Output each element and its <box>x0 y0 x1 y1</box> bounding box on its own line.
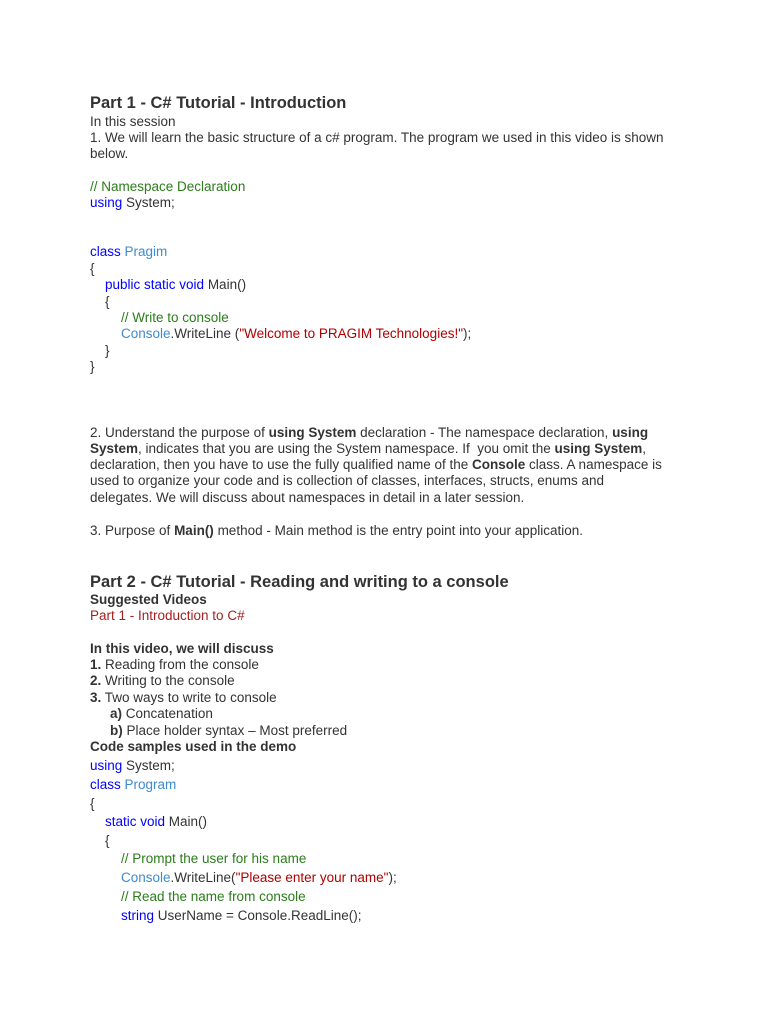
code-type-name: Console <box>121 326 171 341</box>
code-keyword: class <box>90 244 121 259</box>
bold-run: using <box>612 425 649 440</box>
discuss-heading: In this video, we will discuss <box>90 641 274 656</box>
code-type-name: Pragim <box>120 244 168 259</box>
list-text: Place holder syntax – Most preferred <box>122 723 348 738</box>
bold-run: System <box>90 441 139 456</box>
code-keyword: public static void <box>105 277 205 292</box>
point2-line2 <box>90 441 646 457</box>
code-text: Main() <box>204 277 247 292</box>
bold-run: using System <box>554 441 643 456</box>
point1-line1: 1. We will learn the basic structure of a c# program. The program we used in this video is shown <box>90 130 664 145</box>
bold-run: Main() <box>174 523 214 538</box>
code-text: .WriteLine ( <box>170 326 240 341</box>
code-type-name: Console <box>121 870 171 885</box>
part2-heading: Part 2 - C# Tutorial - Reading and writing to a console <box>90 573 509 591</box>
code-text: ); <box>463 326 472 341</box>
code-inner-brace-open: { <box>105 833 110 848</box>
text-run: class. A namespace is <box>525 457 662 472</box>
suggested-videos-label: Suggested Videos <box>90 592 207 607</box>
text-run: 2. Understand the purpose of <box>90 425 269 440</box>
code-text: Main() <box>165 814 208 829</box>
code-using-line <box>90 758 175 774</box>
point2-line1 <box>90 425 648 441</box>
code-samples-label: Code samples used in the demo <box>90 739 297 754</box>
list-letter: b) <box>110 723 123 738</box>
text-run: declaration, then you have to use the fully qualified name of the <box>90 457 473 472</box>
code-main-line <box>105 277 246 293</box>
point2-line5: delegates. We will discuss about namespaces in detail in a later session. <box>90 490 525 505</box>
text-run: , <box>642 441 647 456</box>
list-item <box>90 673 235 689</box>
code-keyword: using <box>90 195 123 210</box>
code-keyword: string <box>121 908 155 923</box>
point3-line <box>90 523 583 539</box>
list-item <box>90 690 277 706</box>
list-text: Concatenation <box>122 706 213 721</box>
code-text: System; <box>122 195 175 210</box>
code-text: System; <box>122 758 175 773</box>
text-run: 3. Purpose of <box>90 523 175 538</box>
code-writeline-line <box>121 326 471 342</box>
bold-run: Console <box>472 457 526 472</box>
part1-heading: Part 1 - C# Tutorial - Introduction <box>90 94 347 112</box>
point2-line3 <box>90 457 662 473</box>
code-inner-brace-close: } <box>105 343 110 358</box>
point2-line4: used to organize your code and is collection of classes, interfaces, structs, enums and <box>90 473 605 488</box>
list-text: Writing to the console <box>101 673 235 688</box>
list-subitem <box>110 723 347 739</box>
session-intro: In this session <box>90 114 176 129</box>
code-inner-brace-open: { <box>105 294 110 309</box>
text-run: , indicates that you are using the System namespace. If you omit the <box>138 441 555 456</box>
list-text: Two ways to write to console <box>101 690 277 705</box>
code-keyword: using <box>90 758 123 773</box>
code-string: "Welcome to PRAGIM Technologies!" <box>239 326 463 341</box>
code-brace-open: { <box>90 796 95 811</box>
code-comment-namespace: // Namespace Declaration <box>90 179 246 194</box>
code-main-line <box>105 814 207 830</box>
code-comment-write: // Write to console <box>121 310 229 325</box>
list-number: 1. <box>90 657 102 672</box>
code-text: UserName = Console.ReadLine(); <box>154 908 362 923</box>
code-readline-line <box>121 908 362 924</box>
code-keyword: class <box>90 777 121 792</box>
bold-run: using System <box>268 425 357 440</box>
code-comment-prompt: // Prompt the user for his name <box>121 851 307 866</box>
code-string: "Please enter your name" <box>235 870 389 885</box>
code-class-line <box>90 244 167 260</box>
list-letter: a) <box>110 706 123 721</box>
code-keyword: static void <box>105 814 166 829</box>
list-subitem <box>110 706 213 722</box>
code-class-line <box>90 777 176 793</box>
code-brace-open: { <box>90 261 95 276</box>
point1-line2: below. <box>90 146 129 161</box>
code-type-name: Program <box>120 777 177 792</box>
code-text: .WriteLine( <box>170 870 236 885</box>
list-text: Reading from the console <box>101 657 259 672</box>
code-comment-read: // Read the name from console <box>121 889 306 904</box>
list-number: 2. <box>90 673 102 688</box>
code-using-line <box>90 195 175 211</box>
code-brace-close: } <box>90 359 95 374</box>
text-run: method - Main method is the entry point into your application. <box>213 523 584 538</box>
text-run: declaration - The namespace declaration, <box>356 425 613 440</box>
list-number: 3. <box>90 690 102 705</box>
code-writeline-line <box>121 870 397 886</box>
code-text: ); <box>388 870 397 885</box>
list-item <box>90 657 259 673</box>
suggested-video-link[interactable]: Part 1 - Introduction to C# <box>90 608 245 623</box>
